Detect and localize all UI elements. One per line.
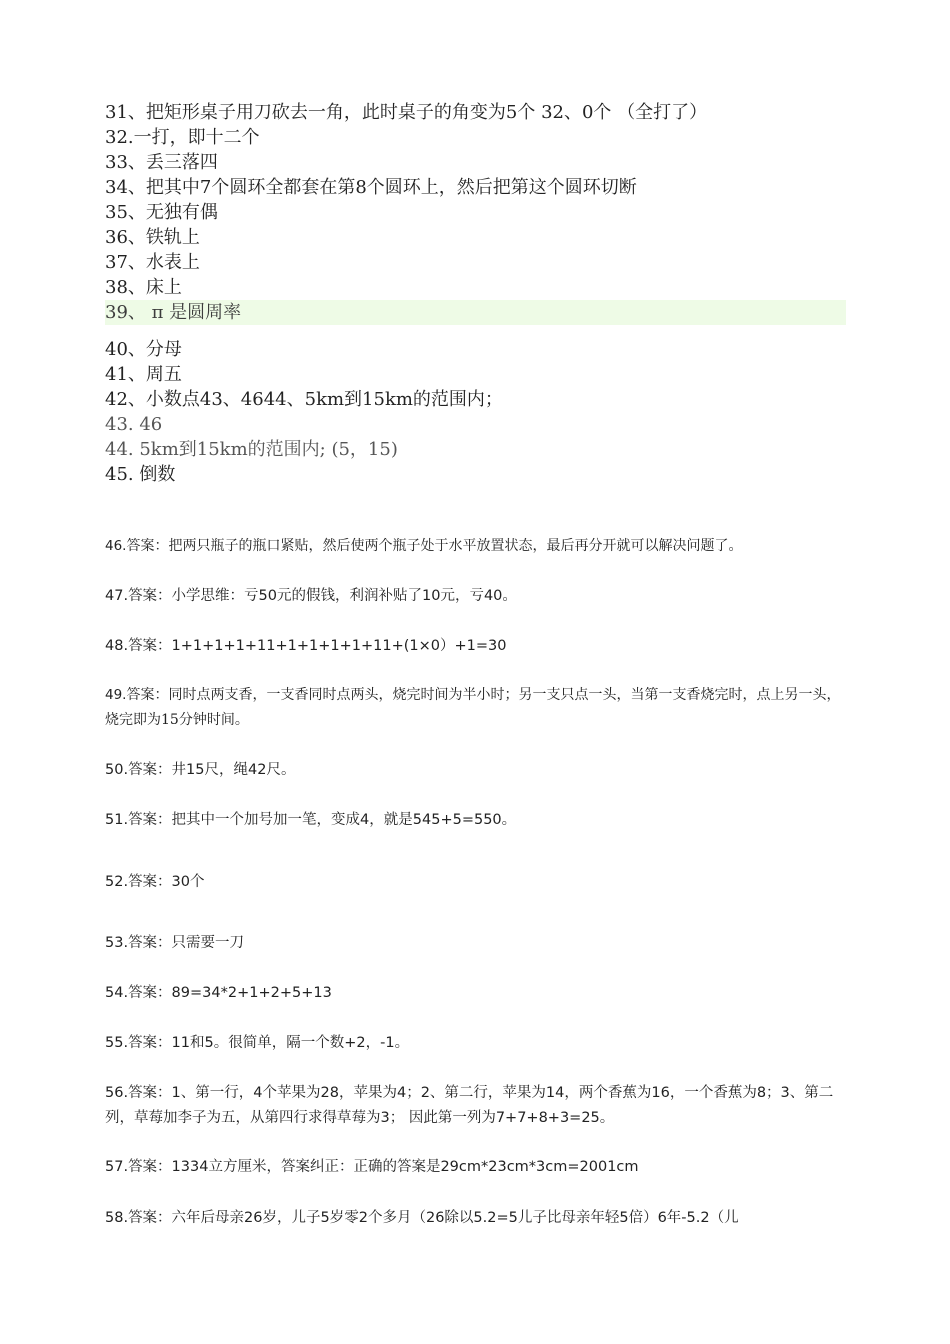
answer-line-44: 44. 5km到15km的范围内; (5，15) — [105, 439, 398, 460]
answer-line-37: 37、水表上 — [105, 252, 200, 273]
answer-56 — [105, 1081, 846, 1131]
answer-line-41: 41、周五 — [105, 364, 182, 385]
answer-text: 答案：30个 — [128, 874, 205, 890]
answer-line-42: 42、小数点43、4644、5km到15km的范围内； — [105, 389, 503, 410]
answer-54 — [105, 981, 846, 1006]
answer-number: 46. — [105, 538, 127, 554]
answer-line-43: 43. 46 — [105, 414, 163, 435]
answer-text: 答案：1334立方厘米，答案纠正：正确的答案是29cm*23cm*3cm=2001cm — [128, 1159, 639, 1175]
answer-53 — [105, 931, 846, 956]
answer-58 — [105, 1206, 846, 1231]
answer-line-35: 35、无独有偶 — [105, 202, 218, 223]
answer-line-31: 31、把矩形桌子用刀砍去一角，此时桌子的角变为5个 32、0个 （全打了） — [105, 102, 708, 123]
answer-47 — [105, 584, 846, 609]
answer-55 — [105, 1031, 846, 1056]
answer-57 — [105, 1155, 846, 1180]
answer-number: 55. — [105, 1035, 129, 1051]
answer-text: 答案：把其中一个加号加一笔，变成4，就是545+5=550。 — [128, 812, 517, 828]
answer-number: 50. — [105, 762, 129, 778]
answer-line-38: 38、床上 — [105, 277, 182, 298]
answer-number: 54. — [105, 985, 129, 1001]
answer-text: 答案：11和5。很简单，隔一个数+2，-1。 — [128, 1035, 410, 1051]
answer-text: 答案：把两只瓶子的瓶口紧贴，然后使两个瓶子处于水平放置状态，最后再分开就可以解决问题了。 — [126, 538, 743, 554]
answer-number: 52. — [105, 874, 129, 890]
answer-number: 58. — [105, 1210, 129, 1226]
answer-number: 56. — [105, 1085, 129, 1101]
answer-number: 49. — [105, 687, 127, 703]
answer-line-36: 36、铁轨上 — [105, 227, 200, 248]
answer-line-40: 40、分母 — [105, 339, 182, 360]
answer-text: 答案：井15尺，绳42尺。 — [128, 762, 296, 778]
answer-number: 48. — [105, 638, 129, 654]
answer-number: 53. — [105, 935, 129, 951]
answer-text: 答案：只需要一刀 — [128, 935, 245, 951]
answer-50 — [105, 758, 846, 783]
answer-text: 答案：89=34*2+1+2+5+13 — [128, 985, 332, 1001]
answer-line-32: 32.一打，即十二个 — [105, 127, 260, 148]
answer-number: 57. — [105, 1159, 129, 1175]
answer-number: 51. — [105, 812, 129, 828]
answer-51 — [105, 808, 846, 833]
answer-text: 答案：同时点两支香，一支香同时点两头，烧完时间为半小时；另一支只点一头，当第一支香烧完时，点上另一头，烧完即为15分钟时间。 — [105, 687, 841, 728]
answer-46 — [105, 534, 846, 559]
answer-text: 答案：六年后母亲26岁，儿子5岁零2个多月（26除以5.2=5儿子比母亲年轻5倍）6年-5.2（儿 — [128, 1210, 739, 1226]
answer-text: 答案：1+1+1+1+11+1+1+1+1+11+(1×0）+1=30 — [128, 638, 507, 654]
answer-52 — [105, 870, 846, 895]
answer-text: 答案：1、第一行，4个苹果为28，苹果为4；2、第二行，苹果为14，两个香蕉为16，一个香蕉为8；3、第二列，草莓加李子为五，从第四行求得草莓为3； 因此第一列为7+7+8+3=25。 — [105, 1085, 834, 1126]
answer-line-45: 45. 倒数 — [105, 464, 176, 485]
answer-line-34: 34、把其中7个圆环全都套在第8个圆环上，然后把第这个圆环切断 — [105, 177, 637, 198]
top-answer-list — [105, 100, 846, 487]
answer-48 — [105, 634, 846, 659]
answer-number: 47. — [105, 588, 129, 604]
answer-line-39-highlighted: 39、 π 是圆周率 — [105, 300, 846, 325]
answer-text: 答案：小学思维：亏50元的假钱，利润补贴了10元，亏40。 — [128, 588, 517, 604]
answer-line-33: 33、丢三落四 — [105, 152, 218, 173]
answer-49 — [105, 683, 846, 733]
